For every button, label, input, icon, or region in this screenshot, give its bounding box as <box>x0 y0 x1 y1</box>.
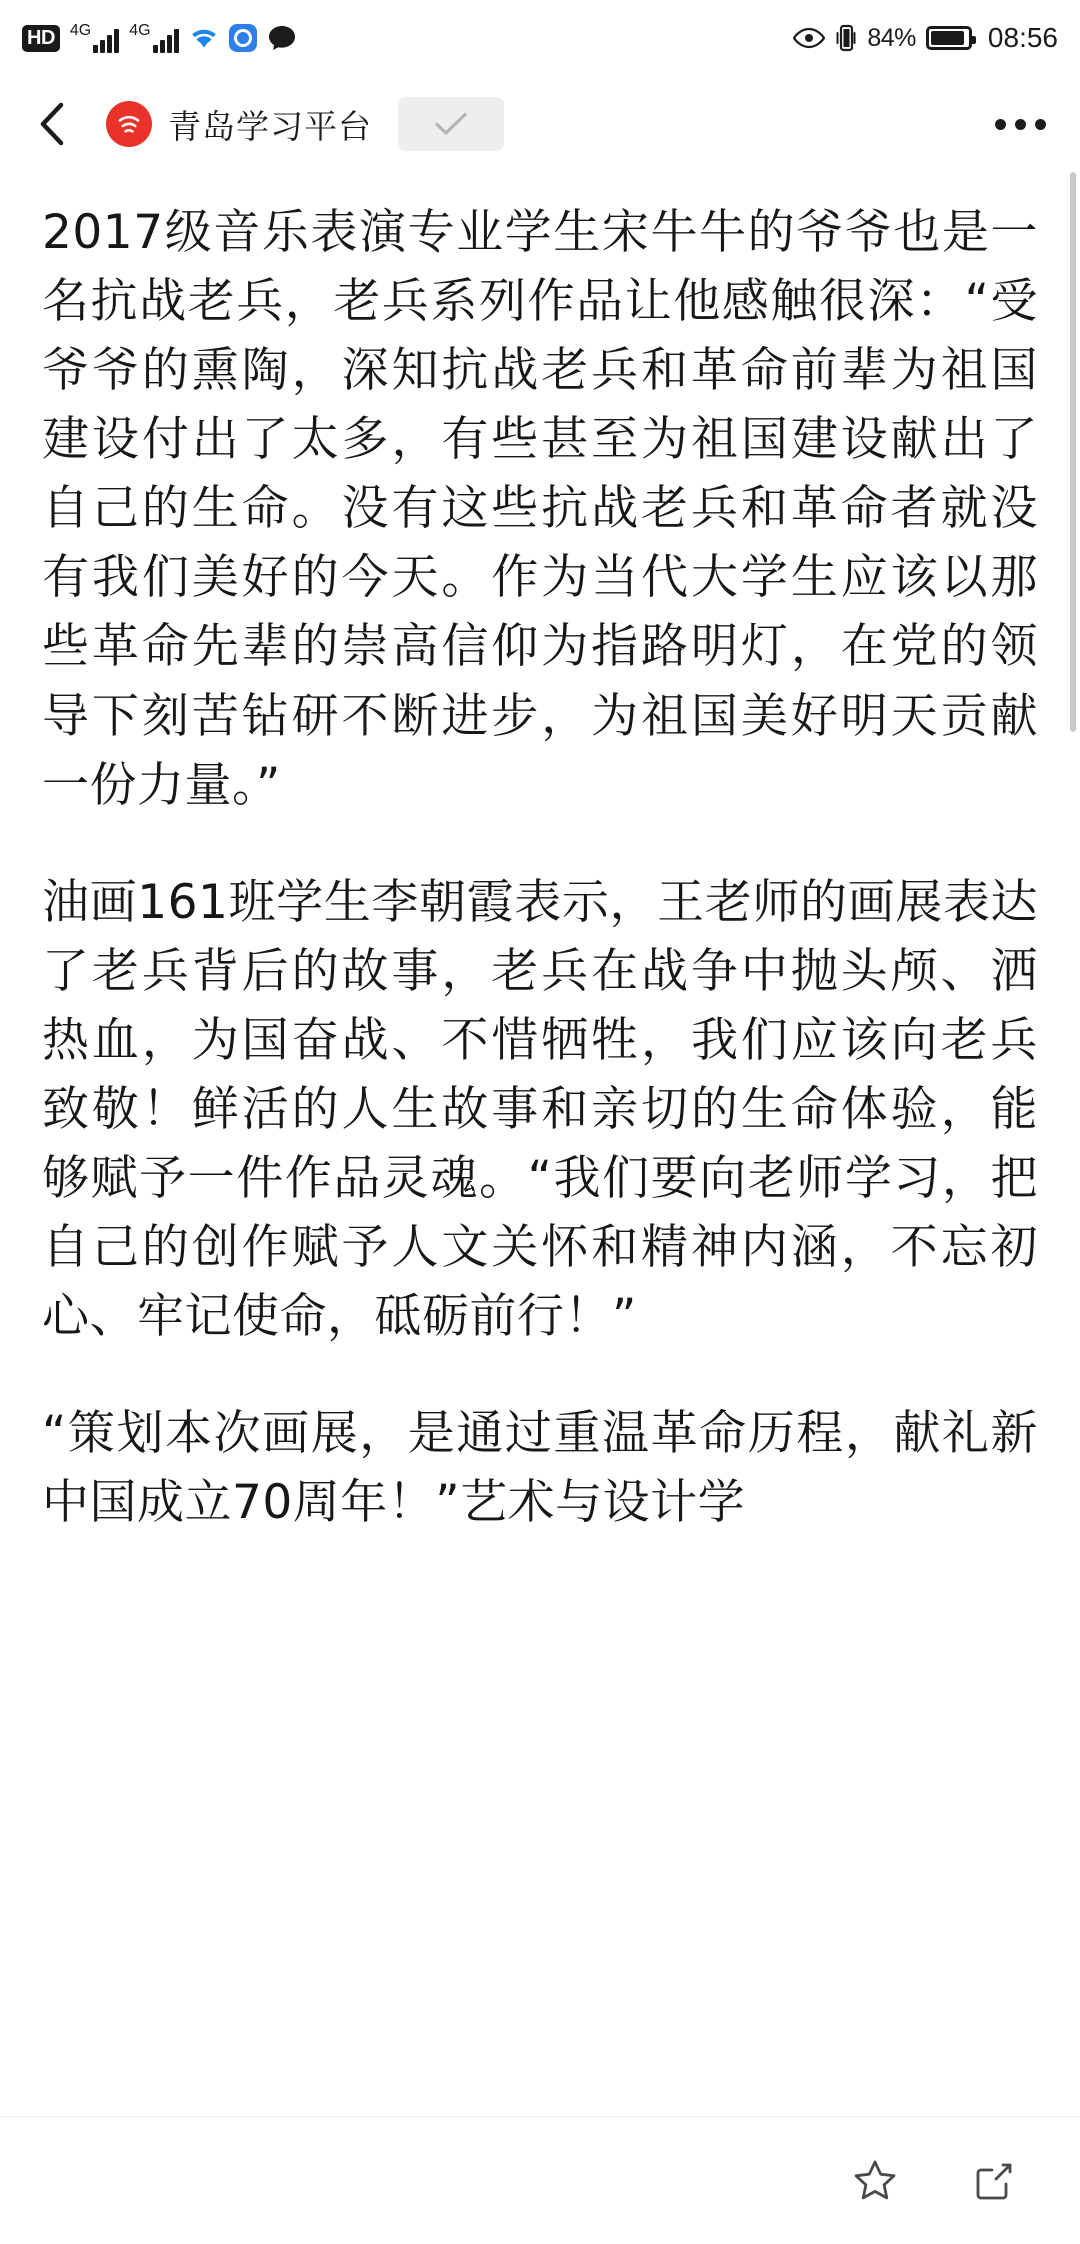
status-bar-left <box>22 23 297 53</box>
sim2-network-label: 4G <box>129 22 151 39</box>
hd-badge-icon: HD <box>22 25 60 52</box>
blue-app-icon <box>229 24 257 52</box>
more-dot-1 <box>995 119 1006 130</box>
favorite-star-icon[interactable] <box>852 2158 898 2204</box>
platform-logo-icon <box>106 101 152 147</box>
article-content[interactable] <box>0 172 1080 2116</box>
battery-icon <box>926 26 972 50</box>
vibrate-icon <box>835 24 857 52</box>
status-bar <box>0 0 1080 76</box>
follow-button[interactable] <box>398 97 504 151</box>
back-icon[interactable] <box>34 101 70 147</box>
eye-comfort-icon <box>793 26 825 50</box>
status-bar-right <box>793 22 1058 54</box>
sim2-signal-icon <box>129 23 178 53</box>
wifi-icon <box>189 26 219 50</box>
brand-block[interactable] <box>106 101 372 148</box>
sim1-network-label: 4G <box>69 22 92 39</box>
app-bar <box>0 76 1080 172</box>
share-icon[interactable] <box>972 2159 1016 2203</box>
more-options-button[interactable] <box>995 119 1046 130</box>
more-dot-3 <box>1035 119 1046 130</box>
more-dot-2 <box>1015 119 1026 130</box>
article-paragraph-1: 2017级音乐表演专业学生宋牛牛的爷爷也是一名抗战老兵，老兵系列作品让他感触很深：“受爷爷的熏陶，深知抗战老兵和革命前辈为祖国建设付出了太多，有些甚至为祖国建设献出了自己的生命。没有这些抗战老兵和革命者就没有我们美好的今天。作为当代大学生应该以那些革命先辈的崇高信仰为指路明灯，在党的领导下刻苦钻研不断进步，为祖国美好明天贡献一份力量。” <box>42 205 1038 813</box>
sim1-bars-icon <box>93 27 119 53</box>
sim2-bars-icon <box>153 27 179 53</box>
check-icon <box>434 111 468 137</box>
chat-bubble-icon <box>267 24 297 52</box>
content-fade <box>0 2070 1080 2116</box>
article-paragraph-3: “策划本次画展，是通过重温革命历程，献礼新中国成立70周年！”艺术与设计学 <box>42 1406 1038 1531</box>
vertical-scrollbar[interactable] <box>1070 172 1076 732</box>
article-paragraph-2: 油画161班学生李朝霞表示，王老师的画展表达了老兵背后的故事，老兵在战争中抛头颅、洒热血，为国奋战、不惜牺牲，我们应该向老兵致敬！鲜活的人生故事和亲切的生命体验，能够赋予一件作品灵魂。“我们要向老师学习，把自己的创作赋予人文关怀和精神内涵，不忘初心、牢记使命，砥砺前行！” <box>42 874 1038 1345</box>
brand-title: 青岛学习平台 <box>168 106 372 146</box>
battery-percent-label: 84% <box>867 23 916 52</box>
sim1-signal-icon <box>70 23 119 53</box>
bottom-action-bar <box>0 2116 1080 2244</box>
clock-label: 08:56 <box>987 22 1058 53</box>
